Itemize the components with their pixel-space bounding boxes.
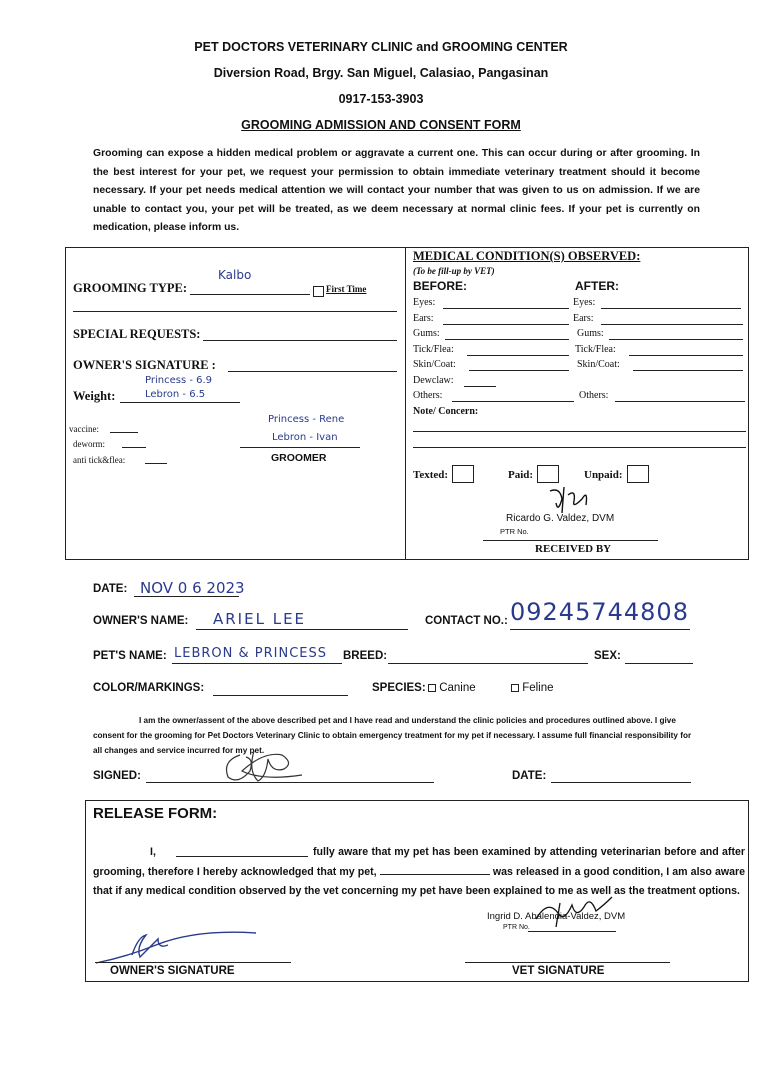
- sex-field[interactable]: [625, 663, 693, 664]
- paid-box[interactable]: [537, 465, 559, 483]
- release-text-part2: was released in a good condition, I am also aware that if any medical condition observed by the vet concerning my pet have been explained to me as well as the treatment options.: [93, 866, 746, 897]
- grooming-extra-line: [73, 311, 397, 312]
- breed-field[interactable]: [388, 663, 588, 664]
- after-label: AFTER:: [575, 279, 619, 293]
- medical-title: MEDICAL CONDITION(S) OBSERVED:: [413, 249, 641, 263]
- owner-signature-line[interactable]: [95, 962, 291, 963]
- weight-field[interactable]: [120, 402, 240, 403]
- before-field[interactable]: [445, 339, 569, 340]
- medical-row: [413, 328, 747, 344]
- release-paragraph: [93, 843, 745, 901]
- owner-release-signature: [92, 925, 272, 970]
- after-field[interactable]: [601, 324, 743, 325]
- canine-option[interactable]: [428, 682, 476, 694]
- canine-checkbox[interactable]: [428, 684, 436, 692]
- feline-checkbox[interactable]: [511, 684, 519, 692]
- after-field[interactable]: [629, 355, 743, 356]
- owner-signature-field[interactable]: [228, 371, 397, 372]
- owner-name-label: OWNER'S NAME:: [93, 615, 189, 627]
- unpaid-group: [584, 465, 649, 483]
- vaccine-field[interactable]: [110, 432, 138, 433]
- release-ptr-line: [528, 931, 616, 932]
- after-field-label: Eyes:: [573, 297, 596, 308]
- unpaid-box[interactable]: [627, 465, 649, 483]
- after-field-label: Ears:: [573, 312, 594, 324]
- unpaid-label: Unpaid:: [584, 469, 623, 481]
- after-field-label: Gums:: [577, 328, 604, 339]
- canine-label: Canine: [439, 682, 476, 694]
- form-title: GROOMING ADMISSION AND CONSENT FORM: [241, 118, 521, 132]
- vet-name: Ricardo G. Valdez, DVM: [506, 513, 615, 524]
- pet-name-value: LEBRON & PRINCESS: [174, 646, 327, 661]
- feline-label: Feline: [522, 682, 554, 694]
- release-title: RELEASE FORM:: [93, 805, 218, 822]
- contact-field[interactable]: [510, 629, 690, 630]
- owner-name-field[interactable]: [196, 629, 408, 630]
- weight-lebron: Lebron - 6.5: [145, 389, 206, 400]
- medical-row: [413, 297, 747, 313]
- pet-name-field[interactable]: [172, 663, 342, 664]
- first-time-label: First Time: [326, 284, 367, 294]
- paid-label: Paid:: [508, 469, 534, 481]
- before-field[interactable]: [469, 370, 569, 371]
- before-field[interactable]: [443, 308, 569, 309]
- before-field[interactable]: [443, 324, 569, 325]
- first-time-checkbox[interactable]: [313, 283, 324, 301]
- vaccine-label: vaccine:: [69, 424, 99, 434]
- date2-label: DATE:: [512, 770, 547, 782]
- note-label: Note/ Concern:: [413, 406, 479, 417]
- ptr-label: PTR No.: [500, 527, 529, 536]
- date2-field[interactable]: [551, 782, 691, 783]
- color-label: COLOR/MARKINGS:: [93, 682, 205, 694]
- groomer-lebron: Lebron - Ivan: [272, 432, 338, 443]
- groomer-princess: Princess - Rene: [268, 414, 345, 425]
- medical-subtitle: (To be fill-up by VET): [413, 266, 495, 276]
- groomer-field[interactable]: [240, 447, 360, 448]
- box-divider: [405, 247, 406, 559]
- consent-text: I am the owner/assent of the above described pet and I have read and understand the clinic policies and procedures outlined above. I give consent for the grooming for Pet Doctors Veterinary Clinic to obtain emergency treatment for my pet if necessary. I assume full financial responsibility for all changes and service incurred for my pet.: [93, 716, 692, 755]
- weight-princess: Princess - 6.9: [145, 375, 213, 386]
- others-after-label: Others:: [579, 390, 609, 401]
- medical-row: [413, 344, 747, 360]
- first-time-box[interactable]: [313, 286, 324, 297]
- vet-signature-caption: VET SIGNATURE: [512, 965, 605, 977]
- before-field-label: Gums:: [413, 328, 440, 339]
- signed-label: SIGNED:: [93, 770, 141, 782]
- weight-label: Weight:: [73, 389, 116, 403]
- deworm-label: deworm:: [73, 439, 105, 449]
- owner-name-value: ARIEL LEE: [213, 610, 307, 628]
- species-label: SPECIES:: [372, 682, 426, 694]
- others-before-label: Others:: [413, 390, 443, 401]
- clinic-name: PET DOCTORS VETERINARY CLINIC and GROOMING CENTER: [194, 40, 568, 54]
- vet-signature-line[interactable]: [465, 962, 670, 963]
- clinic-address: Diversion Road, Brgy. San Miguel, Calasiao, Pangasinan: [213, 66, 549, 80]
- color-field[interactable]: [213, 695, 348, 696]
- intro-text: Grooming can expose a hidden medical problem or aggravate a current one. This can occur during or after grooming. In the best interest for your pet, we request your permission to obtain immediate veterinary treatment should it become necessary. If your pet needs medical attention we will contact your number that was given to us on admission. If we are unable to contact you, your pet will be treated, as we deem necessary at normal clinic fees. If your pet is currently on medication, please inform us.: [93, 148, 700, 233]
- owner-signature-caption: OWNER'S SIGNATURE: [110, 965, 235, 977]
- date-label: DATE:: [93, 583, 128, 595]
- after-field[interactable]: [609, 339, 743, 340]
- medical-row: [413, 313, 747, 329]
- sex-label: SEX:: [594, 650, 621, 662]
- texted-label: Texted:: [413, 469, 449, 481]
- others-before-field[interactable]: [452, 401, 574, 402]
- release-ptr-label: PTR No.: [503, 924, 530, 931]
- received-by-line: [483, 540, 658, 541]
- groomer-label: GROOMER: [271, 452, 327, 464]
- owner-signature: [210, 745, 320, 790]
- after-field[interactable]: [633, 370, 743, 371]
- note-line-2[interactable]: [413, 447, 746, 448]
- release-text-part1: fully aware that my pet has been examined by attending veterinarian before and after grooming, therefore I hereby acknowledged that my pet,: [93, 846, 745, 878]
- texted-group: [413, 465, 474, 483]
- dewclaw-label: Dewclaw:: [413, 375, 454, 386]
- special-requests-label: SPECIAL REQUESTS:: [73, 327, 201, 341]
- received-by-label: RECEIVED BY: [535, 543, 612, 555]
- paid-group: [508, 465, 559, 483]
- medical-row: [413, 359, 747, 375]
- antitick-label: anti tick&flea:: [73, 455, 126, 465]
- after-field-label: Skin/Coat:: [577, 359, 620, 370]
- antitick-field[interactable]: [145, 463, 167, 464]
- before-label: BEFORE:: [413, 279, 467, 293]
- feline-option[interactable]: [511, 682, 554, 694]
- pet-name-label: PET'S NAME:: [93, 650, 167, 662]
- note-line-1[interactable]: [413, 431, 746, 432]
- grooming-type-value: Kalbo: [218, 268, 252, 282]
- grooming-type-label: GROOMING TYPE:: [73, 281, 188, 295]
- dewclaw-field[interactable]: [464, 386, 496, 387]
- others-after-field[interactable]: [615, 401, 745, 402]
- after-field-label: Tick/Flea:: [575, 343, 616, 355]
- owner-signature-label: OWNER'S SIGNATURE :: [73, 358, 216, 372]
- medical-rows: [413, 297, 747, 375]
- release-i-label: I,: [150, 846, 156, 858]
- before-field[interactable]: [467, 355, 569, 356]
- special-requests-field[interactable]: [203, 340, 397, 341]
- contact-label: CONTACT NO.:: [425, 615, 508, 627]
- grooming-type-field[interactable]: [190, 294, 310, 295]
- before-field-label: Eyes:: [413, 297, 436, 308]
- texted-box[interactable]: [452, 465, 474, 483]
- before-field-label: Tick/Flea:: [413, 343, 454, 355]
- deworm-field[interactable]: [122, 447, 146, 448]
- after-field[interactable]: [601, 308, 741, 309]
- before-field-label: Ears:: [413, 312, 434, 324]
- before-field-label: Skin/Coat:: [413, 359, 456, 370]
- release-pet-field[interactable]: [380, 862, 490, 875]
- breed-label: BREED:: [343, 650, 388, 662]
- date-value: NOV 0 6 2023: [140, 579, 245, 597]
- release-vet-name: Ingrid D. Abalendia-Valdez, DVM: [487, 911, 626, 922]
- clinic-phone: 0917-153-3903: [338, 92, 424, 106]
- contact-value: 09245744808: [510, 598, 689, 626]
